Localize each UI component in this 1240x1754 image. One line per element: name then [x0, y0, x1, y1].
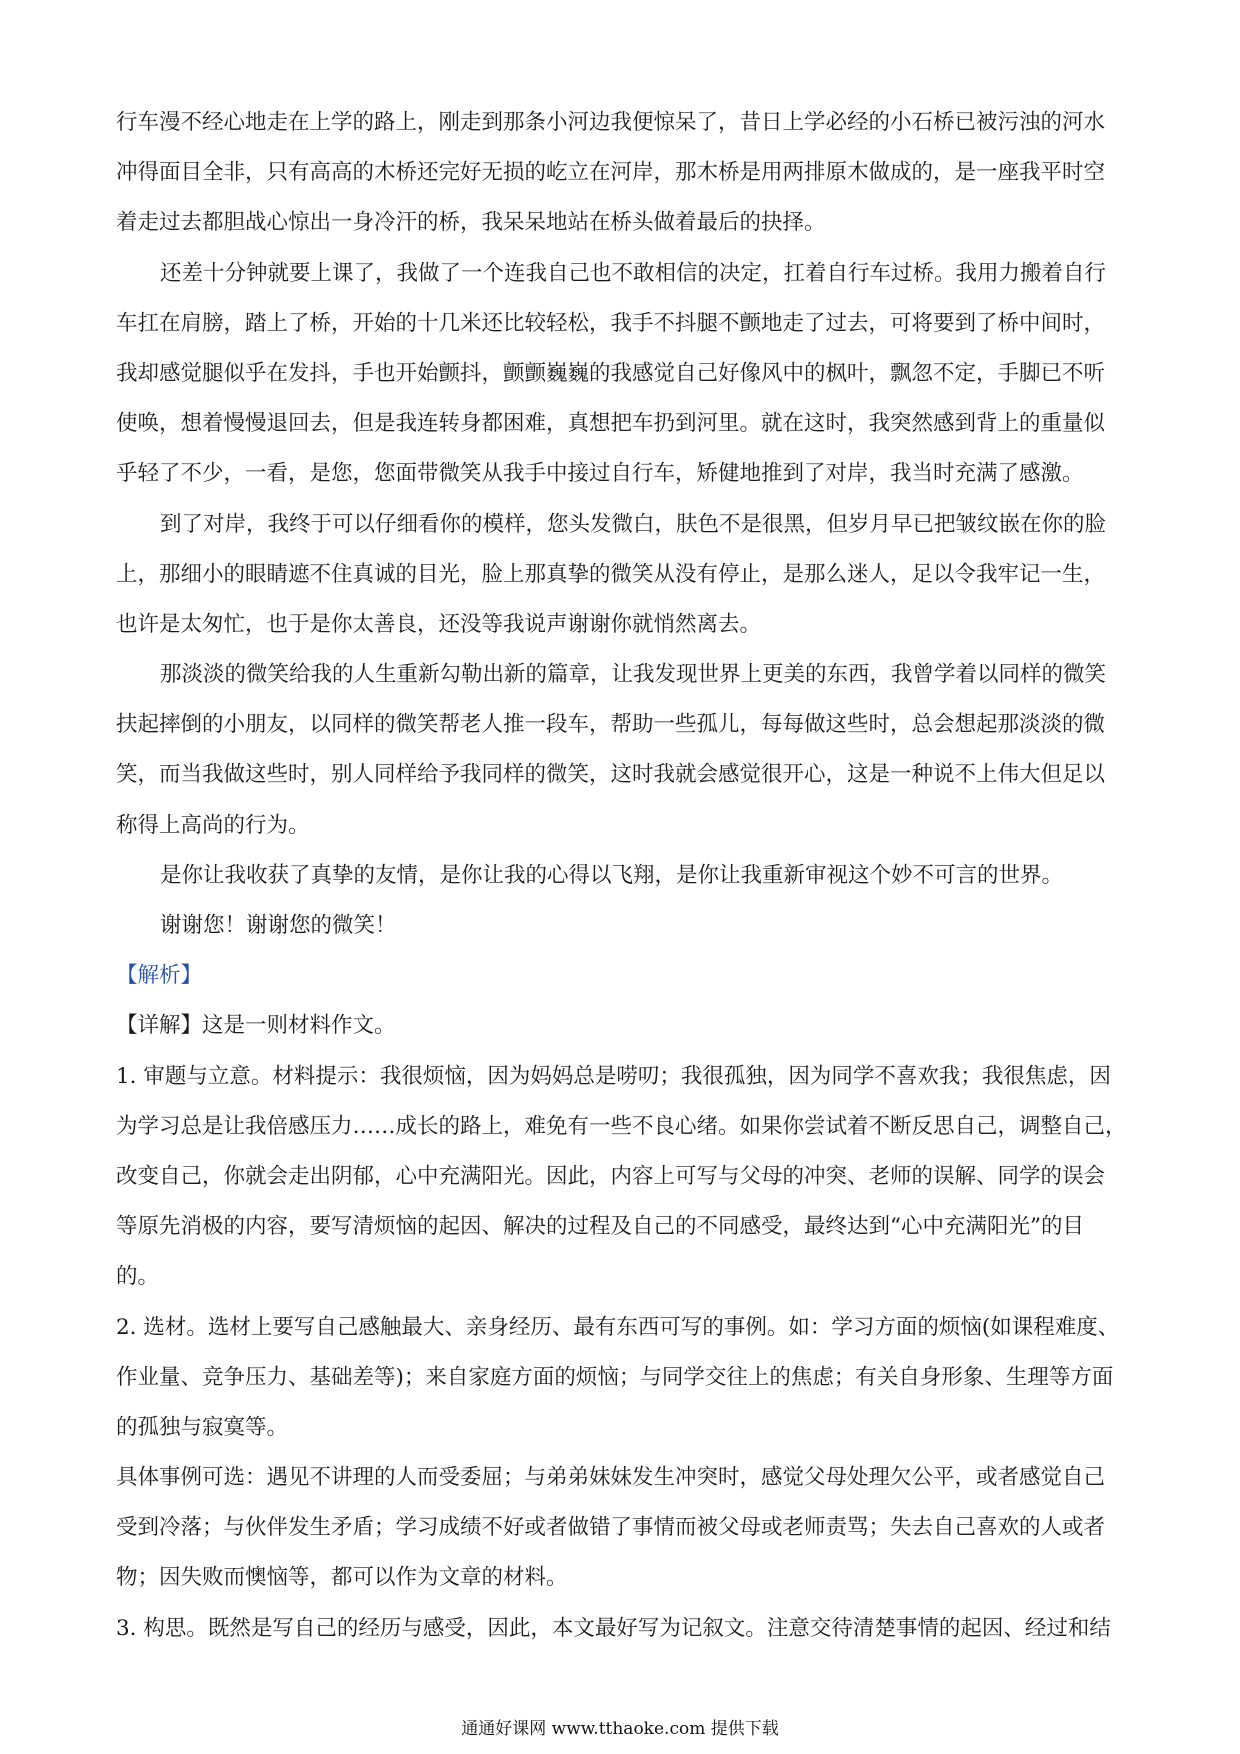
essay-paragraph: [116, 98, 1130, 249]
text-line: 使唤，想着慢慢退回去，但是我连转身都困难，真想把车扔到河里。就在这时，我突然感到背上的重量似: [116, 411, 1106, 437]
essay-paragraph: [116, 650, 1130, 851]
text-line: 作业量、竞争压力、基础差等)；来自家庭方面的烦恼；与同学交往上的焦虑；有关自身形象、生理等方面: [116, 1364, 1114, 1390]
essay-paragraph: [116, 901, 1130, 951]
text-line: 扶起摔倒的小朋友，以同样的微笑帮老人推一段车，帮助一些孤儿，每每做这些时，总会想起那淡淡的微: [116, 712, 1106, 738]
analysis-heading: 【解析】: [116, 963, 203, 989]
text-line: 乎轻了不少，一看，是您，您面带微笑从我手中接过自行车，矫健地推到了对岸，我当时充满了感激。: [116, 461, 1084, 487]
text-line: 谢谢您！谢谢您的微笑！: [160, 913, 397, 938]
text-line: 具体事例可选：遇见不讲理的人而受委屈；与弟弟妹妹发生冲突时，感觉父母处理欠公平，或者感觉自己: [116, 1465, 1106, 1491]
text-line: 还差十分钟就要上课了，我做了一个连我自己也不敢相信的决定，扛着自行车过桥。我用力搬着自行: [160, 260, 1107, 286]
text-line: 物；因失败而懊恼等，都可以作为文章的材料。: [116, 1565, 568, 1591]
analysis-paragraph: [116, 1604, 1130, 1654]
text-line: 称得上高尚的行为。: [116, 812, 310, 838]
text-line: 1. 审题与立意。材料提示：我很烦恼，因为妈妈总是唠叨；我很孤独，因为同学不喜欢我；我很焦虑，因: [116, 1063, 1111, 1089]
text-line: 也许是太匆忙，也于是你太善良，还没等我说声谢谢你就悄然离去。: [116, 611, 762, 637]
text-line: 行车漫不经心地走在上学的路上，刚走到那条小河边我便惊呆了，昔日上学必经的小石桥已被污浊的河水: [116, 110, 1106, 135]
text-line: 改变自己，你就会走出阴郁，心中充满阳光。因此，内容上可写与父母的冲突、老师的误解、同学的误会: [116, 1163, 1106, 1189]
text-line: 那淡淡的微笑给我的人生重新勾勒出新的篇章，让我发现世界上更美的东西，我曾学着以同样的微笑: [160, 662, 1107, 688]
essay-paragraph: [116, 249, 1130, 500]
analysis-paragraph: [116, 1453, 1130, 1604]
text-line: 笑，而当我做这些时，别人同样给予我同样的微笑，这时我就会感觉很开心，这是一种说不上伟大但足以: [116, 762, 1106, 788]
page-footer: 通通好课网 www.tthaoke.com 提供下载: [461, 1719, 779, 1739]
essay-paragraph: [116, 500, 1130, 651]
text-line: 等原先消极的内容，要写清烦恼的起因、解决的过程及自己的不同感受，最终达到“心中充满阳光”的目: [116, 1214, 1084, 1240]
analysis-paragraph: [116, 1001, 1130, 1051]
text-line: 冲得面目全非，只有高高的木桥还完好无损的屹立在河岸，那木桥是用两排原木做成的，是一座我平时空: [116, 160, 1106, 186]
analysis-paragraph: [116, 1052, 1130, 1303]
text-line: 着走过去都胆战心惊出一身冷汗的桥，我呆呆地站在桥头做着最后的抉择。: [116, 210, 826, 236]
text-line: 我却感觉腿似乎在发抖，手也开始颤抖，颤颤巍巍的我感觉自己好像风中的枫叶，飘忽不定，手脚已不听: [116, 360, 1106, 386]
text-line: 3. 构思。既然是写自己的经历与感受，因此，本文最好写为记叙文。注意交待清楚事情的起因、经过和结: [116, 1615, 1111, 1641]
text-line: 受到冷落；与伙伴发生矛盾；学习成绩不好或者做错了事情而被父母或老师责骂；失去自己喜欢的人或者: [116, 1515, 1106, 1541]
text-line: 的。: [116, 1264, 160, 1290]
text-line: 是你让我收获了真挚的友情，是你让我的心得以飞翔，是你让我重新审视这个妙不可言的世界。: [160, 862, 1064, 888]
text-line: 【详解】这是一则材料作文。: [116, 1013, 396, 1039]
text-line: 到了对岸，我终于可以仔细看你的模样，您头发微白，肤色不是很黑，但岁月早已把皱纹嵌在你的脸: [160, 511, 1107, 537]
text-line: 的孤独与寂寞等。: [116, 1414, 289, 1440]
text-line: 为学习总是让我倍感压力……成长的路上，难免有一些不良心绪。如果你尝试着不断反思自己，调整自己，: [116, 1113, 1127, 1139]
essay-paragraph: [116, 851, 1130, 901]
analysis-paragraph: [116, 1303, 1130, 1454]
document-body: [116, 98, 1130, 1654]
text-line: 车扛在肩膀，踏上了桥，开始的十几米还比较轻松，我手不抖腿不颤地走了过去，可将要到了桥中间时，: [116, 310, 1106, 336]
text-line: 2. 选材。选材上要写自己感触最大、亲身经历、最有东西可写的事例。如：学习方面的烦恼(如课程难度、: [116, 1314, 1120, 1340]
text-line: 上，那细小的眼睛遮不住真诚的目光，脸上那真挚的微笑从没有停止，是那么迷人，足以令我牢记一生，: [116, 561, 1106, 587]
